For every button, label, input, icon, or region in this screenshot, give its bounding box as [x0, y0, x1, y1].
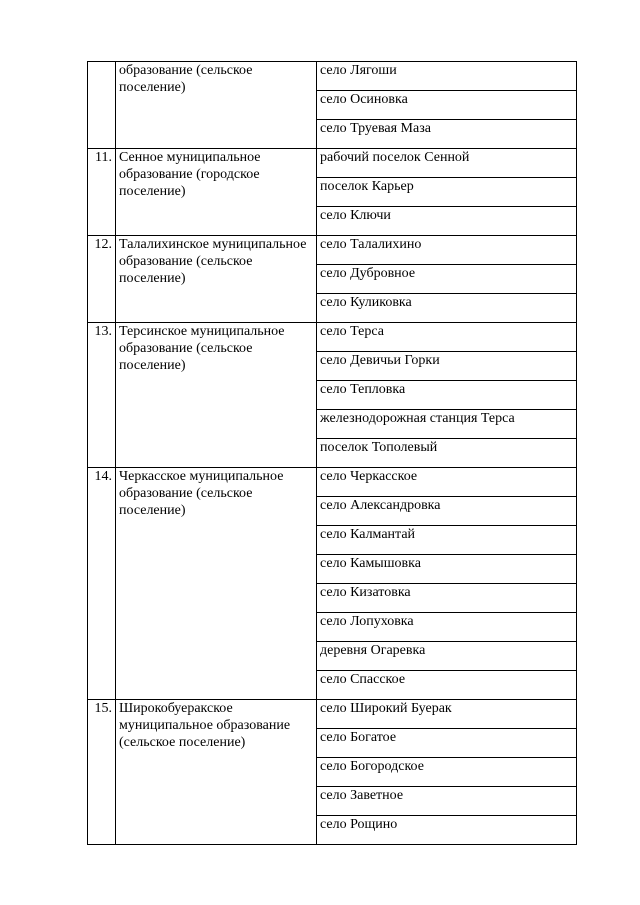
settlement-name: деревня Огаревка [317, 642, 577, 671]
settlement-name: рабочий поселок Сенной [317, 149, 577, 178]
row-number: 11. [88, 149, 116, 236]
settlement-name: село Лопуховка [317, 613, 577, 642]
municipality-name: Широкобуеракское муниципальное образование (сельское поселение) [116, 700, 317, 845]
settlement-name: село Спасское [317, 671, 577, 700]
municipality-name: Талалихинское муниципальное образование (сельское поселение) [116, 236, 317, 323]
municipal-settlements-table [87, 61, 577, 845]
municipality-name: Сенное муниципальное образование (городское поселение) [116, 149, 317, 236]
table-row [88, 62, 577, 91]
settlement-name: село Камышовка [317, 555, 577, 584]
row-number: 12. [88, 236, 116, 323]
settlement-name: поселок Тополевый [317, 439, 577, 468]
settlement-name: село Черкасское [317, 468, 577, 497]
municipality-name: Черкасское муниципальное образование (сельское поселение) [116, 468, 317, 700]
table-body [88, 62, 577, 845]
settlement-name: село Богородское [317, 758, 577, 787]
municipality-name: Терсинское муниципальное образование (сельское поселение) [116, 323, 317, 468]
settlement-name: село Александровка [317, 497, 577, 526]
settlement-name: село Куликовка [317, 294, 577, 323]
table-row [88, 468, 577, 497]
settlement-name: село Заветное [317, 787, 577, 816]
settlement-name: село Ключи [317, 207, 577, 236]
settlement-name: село Талалихино [317, 236, 577, 265]
row-number: 13. [88, 323, 116, 468]
settlement-name: село Осиновка [317, 91, 577, 120]
settlement-name: поселок Карьер [317, 178, 577, 207]
settlement-name: село Терса [317, 323, 577, 352]
settlement-name: железнодорожная станция Терса [317, 410, 577, 439]
row-number: 14. [88, 468, 116, 700]
settlement-name: село Богатое [317, 729, 577, 758]
table-row [88, 700, 577, 729]
row-number: 15. [88, 700, 116, 845]
settlement-name: село Рощино [317, 816, 577, 845]
settlement-name: село Девичьи Горки [317, 352, 577, 381]
table-row [88, 236, 577, 265]
settlement-name: село Калмантай [317, 526, 577, 555]
row-number [88, 62, 116, 149]
settlement-name: село Труевая Маза [317, 120, 577, 149]
municipality-name: образование (сельское поселение) [116, 62, 317, 149]
table-row [88, 323, 577, 352]
table-row [88, 149, 577, 178]
settlement-name: село Лягоши [317, 62, 577, 91]
settlement-name: село Кизатовка [317, 584, 577, 613]
settlement-name: село Широкий Буерак [317, 700, 577, 729]
settlement-name: село Тепловка [317, 381, 577, 410]
settlement-name: село Дубровное [317, 265, 577, 294]
